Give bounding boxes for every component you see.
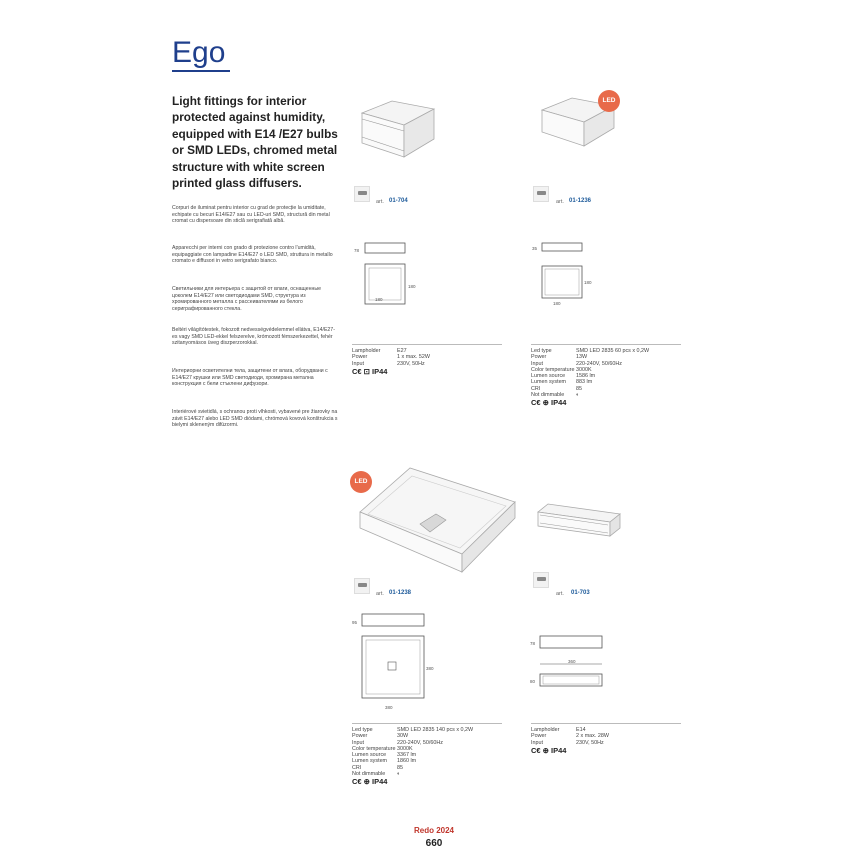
certification-marks: C€ ⊡ IP44 — [352, 366, 388, 376]
dimension-drawing-01-704 — [350, 238, 420, 308]
dim-depth-01-703: 80 — [530, 679, 536, 684]
spec-row: Input 220-240V, 50/60Hz — [531, 360, 622, 367]
dim-depth-01-1236: 180 — [584, 280, 592, 285]
thumb-01-703 — [533, 572, 549, 588]
dimension-drawing-01-1236 — [530, 238, 600, 308]
spec-row: Lumen system 1860 lm — [352, 758, 417, 765]
art-code-01-703: 01-703 — [571, 590, 590, 596]
spec-row: CRI 85 — [531, 385, 582, 392]
art-label: art. — [556, 591, 564, 597]
thumb-01-1238 — [354, 578, 370, 594]
desc-sk: Interiérové svietidlá, s ochranou proti vlhkosti, vybavené pre žiarovky na závit E14/E27 alebo LED SMD diódami, chrómová kovová konštrukcia s bielymi skleneným difúzormi. — [172, 409, 338, 429]
product-image-01-1238 — [350, 462, 520, 582]
intro-lead: Light fittings for interior protected against humidity, equipped with E14 /E27 bulbs or SMD LEDs, chromed metal structure with white screen printed glass diffusers. — [172, 94, 338, 191]
dim-width-01-1238: 380 — [385, 705, 393, 710]
spec-row: Led type SMD LED 2835 140 pcs x 0,2W — [352, 727, 474, 733]
dim-height-01-703: 78 — [530, 641, 536, 646]
certification-marks: C€ ⊕ IP44 — [352, 777, 388, 787]
spec-row: Color temperature 3000K — [531, 366, 592, 373]
spec-row: Color temperature 3000K — [352, 745, 413, 752]
spec-row: Not dimmable ◐ — [352, 771, 401, 778]
thumb-01-1236 — [533, 186, 549, 202]
desc-hu: Beltéri világítótestek, fokozott nedvességvédelemmel ellátva, E14/E27-es vagy SMD LED-ekkel felszerelve, krómozott fémszerkezettel, fehér szitanyomásos üveg diszperzorokkal. — [172, 327, 335, 347]
product-image-01-703 — [532, 498, 627, 548]
spec-row: Input 230V, 50Hz — [531, 739, 604, 746]
product-image-01-704 — [350, 95, 440, 165]
spec-row: Lumen source 3367 lm — [352, 752, 417, 759]
not-dimmable-icon: ◐ — [397, 771, 401, 778]
not-dimmable-icon: ◐ — [576, 392, 580, 399]
dim-height-01-704: 78 — [354, 248, 360, 253]
art-code-01-704: 01-704 — [389, 198, 408, 204]
spec-row: Input 220-240V, 50/60Hz — [352, 739, 443, 746]
spec-row: Lampholder E27 — [352, 348, 407, 354]
dim-width-01-703: 360 — [568, 659, 576, 664]
dim-width-01-1236: 180 — [553, 301, 561, 306]
spec-row: Power 30W — [352, 733, 409, 740]
title-underline — [172, 70, 230, 72]
footer-brand: Redo 2024 — [413, 826, 455, 835]
desc-ro: Corpuri de iluminat pentru interior cu grad de protecție la umiditate, echipate cu becuri E14/E27 sau cu LED-uri SMD, structură din metal cromat cu dispersoare din sticlă serigrafiată albă. — [172, 205, 330, 225]
page-number: 660 — [425, 838, 443, 849]
spec-row: Lumen source 1586 lm — [531, 373, 596, 380]
spec-row: Lampholder E14 — [531, 727, 586, 733]
art-label: art. — [376, 199, 384, 205]
dimension-drawing-01-1238 — [350, 612, 440, 712]
dim-depth-01-1238: 380 — [426, 666, 434, 671]
spec-row: Input 230V, 50Hz — [352, 360, 425, 367]
art-label: art. — [376, 591, 384, 597]
desc-ru: Светильники для интерьера с защитой от влаги, оснащенные цоколем E14/E27 или светодиодами SMD, структура из хромированного металла с рассеивателями из белого сериграфированного стекла. — [172, 286, 321, 312]
spec-row: Led type SMD LED 2835 60 pcs x 0,2W — [531, 348, 650, 354]
spec-row: Not dimmable ◐ — [531, 392, 580, 399]
art-code-01-1236: 01-1236 — [569, 198, 592, 204]
spec-row: CRI 85 — [352, 764, 403, 771]
spec-row: Power 2 x max. 28W — [531, 733, 609, 740]
led-badge-01-1236: LED — [598, 90, 620, 112]
dim-width-01-704: 180 — [375, 297, 383, 302]
desc-bg: Интериорни осветителни тела, защитени от влага, оборудвани с E14/E27 крушки или SMD светодиоди, хромирана метална конструкция с бели стъклени дифузори. — [172, 368, 328, 388]
certification-marks: C€ ⊕ IP44 — [531, 745, 567, 755]
certification-marks: C€ ⊕ IP44 — [531, 398, 567, 408]
art-label: art. — [556, 199, 564, 205]
spec-row: Power 1 x max. 52W — [352, 354, 430, 361]
thumb-01-704 — [354, 186, 370, 202]
page-title: Ego — [172, 36, 226, 69]
specs-01-1236 — [531, 344, 681, 407]
dim-height-01-1238: 95 — [352, 620, 358, 625]
spec-row: Power 13W — [531, 354, 588, 361]
desc-it: Apparecchi per interni con grado di protezione contro l'umidità, equipaggiate con lampadine E14/E27 o LED SMD, struttura in metallo cromato e diffusori in vetro serigrafato bianco. — [172, 245, 333, 265]
specs-01-703 — [531, 723, 681, 754]
art-code-01-1238: 01-1238 — [389, 590, 412, 596]
dim-depth-01-704: 180 — [408, 284, 416, 289]
led-badge-01-1238: LED — [350, 471, 372, 493]
dim-height-01-1236: 35 — [532, 246, 538, 251]
specs-01-704 — [352, 344, 502, 375]
spec-row: Lumen system 883 lm — [531, 379, 593, 386]
specs-01-1238 — [352, 723, 502, 786]
